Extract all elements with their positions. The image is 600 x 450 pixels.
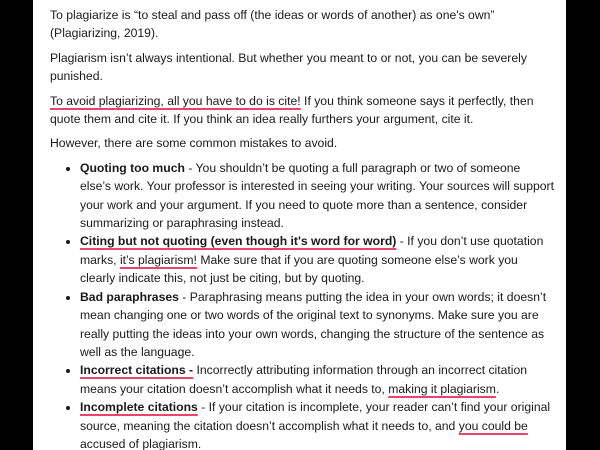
- list-item: [80, 361, 554, 398]
- definition-paragraph: To plagiarize is “to steal and pass off (the ideas or words of another) as one's own” (Plagiarizing, 2019).: [50, 8, 495, 41]
- item-highlight: it’s plagiarism!: [119, 252, 197, 267]
- item-text: - If your citation is incomplete, your reader can’t find your original source, meaning the citation doesn’t accomplish what it needs to, and: [80, 400, 551, 433]
- document-body: [33, 0, 566, 450]
- item-title: Bad paraphrases: [80, 289, 179, 304]
- item-text: Incorrectly attributing information through an incorrect citation means your citation doesn’t accomplish what it needs to,: [80, 363, 528, 396]
- list-item: [80, 232, 554, 287]
- list-item: [80, 159, 554, 233]
- item-title: Incorrect citations -: [80, 363, 194, 378]
- mistakes-list: [50, 159, 554, 450]
- item-highlight: making it plagiarism: [388, 381, 496, 396]
- cite-advice-rest: If you think someone says it perfectly, then quote them and cite it. If you think an idea really furthers your argument, cite it.: [50, 93, 534, 127]
- document-page: [33, 0, 566, 450]
- intent-paragraph: Plagiarism isn’t always intentional. But whether you meant to or not, you can be severely punished.: [50, 50, 527, 84]
- list-item: [80, 398, 554, 450]
- item-text: - Paraphrasing means putting the idea in your own words; it doesn’t mean changing one or two words of the original text to synonyms. Make sure you are really putting the ideas into your own words, changing the structure of the sentence as well as the language.: [80, 289, 547, 359]
- item-text: .: [197, 436, 202, 450]
- cite-advice-paragraph: [50, 92, 554, 129]
- item-text: Make sure that if you are quoting someone else’s work you clearly indicate this, not just be citing, but by quoting.: [80, 252, 518, 286]
- list-item: [80, 288, 554, 362]
- item-title: Incomplete citations: [80, 400, 198, 415]
- cite-advice-highlight: To avoid plagiarizing, all you have to do is cite!: [50, 93, 301, 108]
- item-text: - If you don’t use quotation marks,: [80, 234, 544, 267]
- item-title: Citing but not quoting (even though it's word for word): [80, 234, 397, 249]
- item-title: Quoting too much: [80, 160, 185, 175]
- mistakes-intro: However, there are some common mistakes to avoid.: [50, 136, 338, 151]
- item-highlight: you could be accused of plagiarism: [80, 418, 528, 450]
- item-text: - You shouldn’t be quoting a full paragraph or two of someone else’s work. Your professor is interested in seeing your writing. Your sources will support your work and your argument. If you need to quote more than a sentence, consider summarizing or paraphrasing instead.: [80, 160, 554, 231]
- item-text: .: [495, 381, 500, 396]
